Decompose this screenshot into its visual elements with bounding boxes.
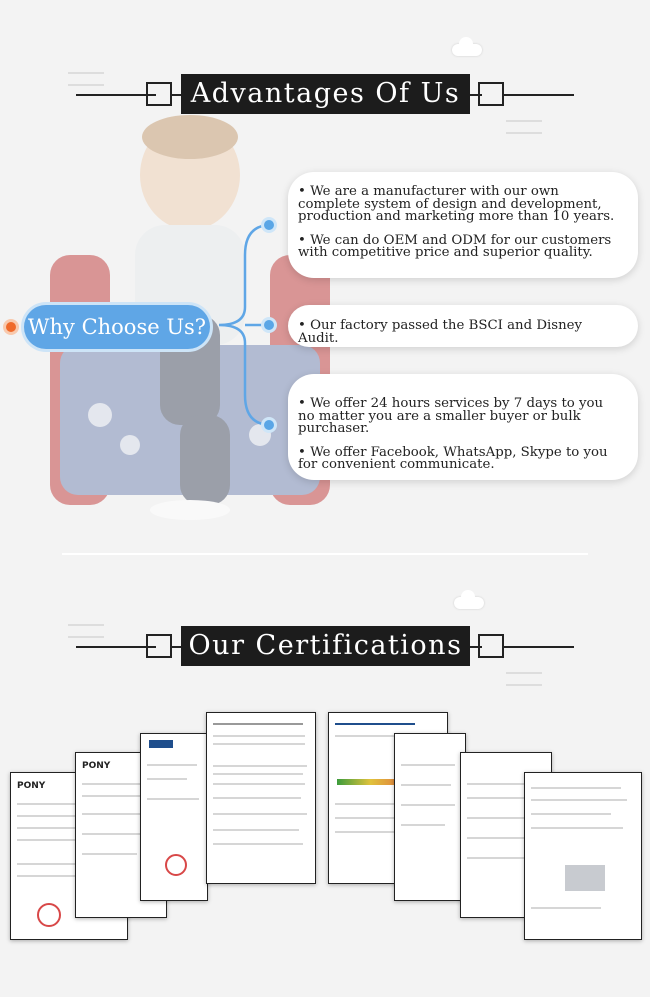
connector-dot	[264, 420, 274, 430]
certifications-header	[0, 626, 650, 666]
connector-dot	[264, 220, 274, 230]
cloud-decoration	[452, 44, 482, 56]
why-choose-us-pill: Why Choose Us?	[24, 305, 210, 349]
section-divider	[62, 553, 588, 555]
cert-logo: PONY	[82, 761, 111, 771]
cert-logo: PONY	[17, 781, 46, 791]
wave-decoration	[506, 120, 542, 134]
advantage-item: • We offer Facebook, WhatsApp, Skype to you for convenient communicate.	[298, 444, 608, 472]
advantage-bubble-3	[288, 374, 638, 480]
connector-dot	[264, 320, 274, 330]
certificate-image	[140, 733, 208, 901]
orange-marker	[6, 322, 16, 332]
advantages-header	[0, 74, 650, 114]
advantages-title: Advantages Of Us	[181, 74, 470, 114]
advantage-bubble-2	[288, 305, 638, 347]
certificate-image	[524, 772, 642, 940]
advantage-item: • Our factory passed the BSCI and Disney Audit.	[298, 318, 583, 346]
wave-decoration	[506, 672, 542, 686]
certificate-image	[206, 712, 316, 884]
cloud-decoration	[454, 597, 484, 609]
certifications-title: Our Certifications	[181, 626, 470, 666]
advantage-item: • We can do OEM and ODM for our customers with competitive price and superior quality.	[298, 232, 612, 260]
advantage-item: • We offer 24 hours services by 7 days to you no matter you are a smaller buyer or bulk purchaser.	[298, 396, 604, 436]
certificate-image	[394, 733, 466, 901]
advantage-bubble-1	[288, 172, 638, 278]
advantage-item: • We are a manufacturer with our own complete system of design and development, production and marketing more than 10 years.	[298, 184, 615, 224]
